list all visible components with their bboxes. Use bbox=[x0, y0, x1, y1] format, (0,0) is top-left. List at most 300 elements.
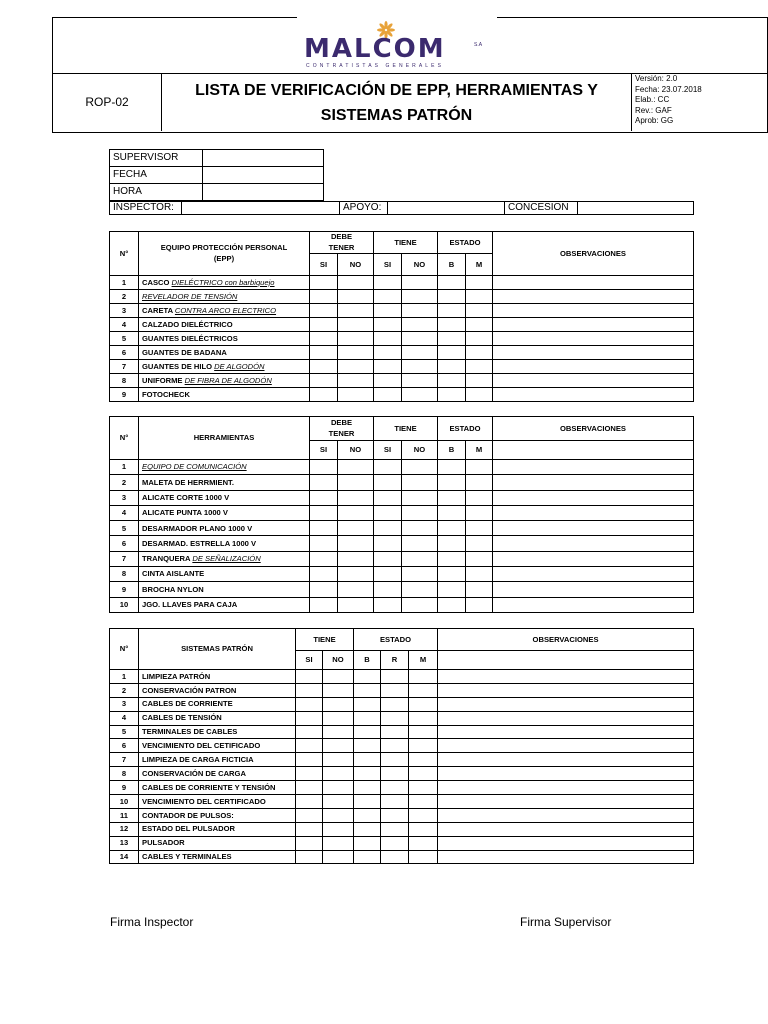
sist-check-cell[interactable] bbox=[354, 850, 381, 864]
epp-check-cell[interactable] bbox=[374, 276, 402, 290]
herr-check-cell[interactable] bbox=[466, 521, 493, 536]
epp-check-cell[interactable] bbox=[466, 276, 493, 290]
sist-check-cell[interactable] bbox=[438, 767, 694, 781]
epp-check-cell[interactable] bbox=[493, 374, 694, 388]
epp-check-cell[interactable] bbox=[402, 332, 438, 346]
herr-check-cell[interactable] bbox=[466, 475, 493, 490]
herr-check-cell[interactable] bbox=[338, 582, 374, 597]
herr-check-cell[interactable] bbox=[493, 567, 694, 582]
herr-check-cell[interactable] bbox=[466, 582, 493, 597]
herr-row bbox=[110, 582, 694, 597]
sist-check-cell[interactable] bbox=[381, 697, 409, 711]
herr-row-label bbox=[139, 475, 310, 490]
herr-check-cell[interactable] bbox=[438, 521, 466, 536]
herr-check-cell[interactable] bbox=[466, 460, 493, 475]
sist-check-cell[interactable] bbox=[381, 781, 409, 795]
sist-check-cell[interactable] bbox=[354, 683, 381, 697]
supervisor-field[interactable] bbox=[203, 150, 324, 167]
epp-row-label-text: UNIFORME bbox=[142, 375, 185, 385]
sist-check-cell[interactable] bbox=[323, 767, 354, 781]
herr-row-label bbox=[139, 597, 310, 612]
sist-check-cell[interactable] bbox=[354, 836, 381, 850]
sist-check-cell[interactable] bbox=[409, 753, 438, 767]
sist-row-label-text: CABLES DE CORRIENTE Y TENSIÓN bbox=[142, 782, 276, 792]
epp-check-cell[interactable] bbox=[466, 374, 493, 388]
sist-check-cell[interactable] bbox=[409, 697, 438, 711]
epp-check-cell[interactable] bbox=[310, 346, 338, 360]
sist-check-cell[interactable] bbox=[409, 683, 438, 697]
herr-check-cell[interactable] bbox=[402, 536, 438, 551]
sist-row-label bbox=[139, 850, 296, 864]
epp-row-label bbox=[139, 332, 310, 346]
herr-check-cell[interactable] bbox=[493, 582, 694, 597]
epp-row-label bbox=[139, 346, 310, 360]
sist-check-cell[interactable] bbox=[323, 725, 354, 739]
herr-check-cell[interactable] bbox=[438, 505, 466, 520]
sist-row bbox=[110, 739, 694, 753]
epp-check-cell[interactable] bbox=[493, 332, 694, 346]
sist-check-cell[interactable] bbox=[409, 739, 438, 753]
sist-check-cell[interactable] bbox=[381, 767, 409, 781]
herr-check-cell[interactable] bbox=[310, 597, 338, 612]
sist-check-cell[interactable] bbox=[438, 808, 694, 822]
herr-check-cell[interactable] bbox=[438, 490, 466, 505]
sist-row-label-text: CABLES DE CORRIENTE bbox=[142, 699, 233, 709]
epp-check-cell[interactable] bbox=[493, 388, 694, 402]
herr-check-cell[interactable] bbox=[402, 551, 438, 566]
sist-check-cell[interactable] bbox=[409, 822, 438, 836]
epp-row-number: 7 bbox=[110, 360, 139, 374]
herr-rows bbox=[110, 460, 694, 613]
epp-check-cell[interactable] bbox=[438, 332, 466, 346]
herr-check-cell[interactable] bbox=[310, 460, 338, 475]
herr-check-cell[interactable] bbox=[402, 460, 438, 475]
herr-check-cell[interactable] bbox=[438, 475, 466, 490]
sist-check-cell[interactable] bbox=[296, 767, 323, 781]
epp-check-cell[interactable] bbox=[374, 374, 402, 388]
epp-check-cell[interactable] bbox=[402, 388, 438, 402]
sist-check-cell[interactable] bbox=[323, 822, 354, 836]
herr-check-cell[interactable] bbox=[338, 536, 374, 551]
herr-obs-subheader bbox=[493, 441, 694, 460]
epp-check-cell[interactable] bbox=[338, 388, 374, 402]
epp-check-cell[interactable] bbox=[438, 276, 466, 290]
sist-check-cell[interactable] bbox=[409, 767, 438, 781]
epp-check-cell[interactable] bbox=[338, 374, 374, 388]
herr-check-cell[interactable] bbox=[374, 582, 402, 597]
apoyo-field[interactable] bbox=[388, 202, 505, 215]
sist-check-cell[interactable] bbox=[296, 822, 323, 836]
epp-check-cell[interactable] bbox=[310, 374, 338, 388]
epp-check-cell[interactable] bbox=[338, 360, 374, 374]
sist-check-cell[interactable] bbox=[323, 739, 354, 753]
herr-check-cell[interactable] bbox=[310, 536, 338, 551]
herr-check-cell[interactable] bbox=[374, 567, 402, 582]
herr-row bbox=[110, 505, 694, 520]
herr-check-cell[interactable] bbox=[493, 505, 694, 520]
sist-check-cell[interactable] bbox=[354, 697, 381, 711]
herr-check-cell[interactable] bbox=[493, 536, 694, 551]
herr-check-cell[interactable] bbox=[374, 521, 402, 536]
epp-check-cell[interactable] bbox=[493, 360, 694, 374]
sist-check-cell[interactable] bbox=[296, 683, 323, 697]
herr-check-cell[interactable] bbox=[374, 490, 402, 505]
epp-check-cell[interactable] bbox=[402, 360, 438, 374]
sist-check-cell[interactable] bbox=[323, 795, 354, 809]
sist-row-number: 14 bbox=[110, 850, 139, 864]
firma-inspector-label: Firma Inspector bbox=[110, 915, 194, 929]
epp-row bbox=[110, 332, 694, 346]
sist-check-cell[interactable] bbox=[296, 808, 323, 822]
epp-check-cell[interactable] bbox=[374, 304, 402, 318]
herr-check-cell[interactable] bbox=[338, 567, 374, 582]
epp-title-header bbox=[139, 232, 310, 276]
epp-check-cell[interactable] bbox=[310, 304, 338, 318]
sist-check-cell[interactable] bbox=[409, 711, 438, 725]
sist-check-cell[interactable] bbox=[323, 711, 354, 725]
epp-debe-line2: TENER bbox=[328, 242, 355, 252]
herr-check-cell[interactable] bbox=[310, 490, 338, 505]
sist-row bbox=[110, 836, 694, 850]
sist-check-cell[interactable] bbox=[438, 739, 694, 753]
herr-check-cell[interactable] bbox=[310, 521, 338, 536]
sist-check-cell[interactable] bbox=[323, 808, 354, 822]
sist-check-cell[interactable] bbox=[381, 795, 409, 809]
sist-check-cell[interactable] bbox=[438, 670, 694, 684]
sist-check-cell[interactable] bbox=[354, 739, 381, 753]
herr-check-cell[interactable] bbox=[493, 597, 694, 612]
epp-check-cell[interactable] bbox=[402, 276, 438, 290]
sist-check-cell[interactable] bbox=[323, 697, 354, 711]
sist-check-cell[interactable] bbox=[296, 781, 323, 795]
epp-check-cell[interactable] bbox=[310, 332, 338, 346]
epp-check-cell[interactable] bbox=[438, 388, 466, 402]
hora-field[interactable] bbox=[203, 184, 324, 201]
sistemas-table bbox=[109, 628, 694, 864]
herr-tiene-no: NO bbox=[402, 441, 438, 460]
herr-check-cell[interactable] bbox=[466, 551, 493, 566]
epp-check-cell[interactable] bbox=[466, 304, 493, 318]
meta-aprob: Aprob: GG bbox=[635, 116, 674, 125]
herr-check-cell[interactable] bbox=[466, 490, 493, 505]
sist-check-cell[interactable] bbox=[438, 822, 694, 836]
herr-row-label-text: DESARMAD. ESTRELLA 1000 V bbox=[142, 538, 257, 548]
epp-check-cell[interactable] bbox=[310, 276, 338, 290]
epp-tiene-no: NO bbox=[402, 254, 438, 276]
sist-row bbox=[110, 781, 694, 795]
herr-check-cell[interactable] bbox=[493, 490, 694, 505]
sist-row-label bbox=[139, 795, 296, 809]
epp-check-cell[interactable] bbox=[493, 304, 694, 318]
sist-check-cell[interactable] bbox=[354, 725, 381, 739]
epp-check-cell[interactable] bbox=[466, 290, 493, 304]
sist-check-cell[interactable] bbox=[323, 753, 354, 767]
epp-check-cell[interactable] bbox=[338, 276, 374, 290]
sist-check-cell[interactable] bbox=[381, 836, 409, 850]
sist-check-cell[interactable] bbox=[381, 670, 409, 684]
sist-check-cell[interactable] bbox=[381, 753, 409, 767]
sist-check-cell[interactable] bbox=[296, 739, 323, 753]
sist-check-cell[interactable] bbox=[409, 850, 438, 864]
herr-row-number: 7 bbox=[110, 551, 139, 566]
epp-check-cell[interactable] bbox=[310, 388, 338, 402]
sist-tiene-no: NO bbox=[323, 651, 354, 670]
herr-check-cell[interactable] bbox=[466, 505, 493, 520]
sist-check-cell[interactable] bbox=[296, 836, 323, 850]
epp-check-cell[interactable] bbox=[338, 318, 374, 332]
epp-check-cell[interactable] bbox=[374, 332, 402, 346]
epp-row-label bbox=[139, 360, 310, 374]
sist-check-cell[interactable] bbox=[323, 850, 354, 864]
epp-debe-line1: DEBE bbox=[330, 232, 353, 241]
sist-check-cell[interactable] bbox=[438, 697, 694, 711]
sist-check-cell[interactable] bbox=[381, 808, 409, 822]
epp-check-cell[interactable] bbox=[402, 318, 438, 332]
herr-check-cell[interactable] bbox=[374, 460, 402, 475]
herr-check-cell[interactable] bbox=[402, 490, 438, 505]
herr-row-label-text: ALICATE PUNTA 1000 V bbox=[142, 508, 228, 518]
herr-n-header: N° bbox=[110, 417, 139, 460]
epp-check-cell[interactable] bbox=[402, 304, 438, 318]
sist-check-cell[interactable] bbox=[323, 670, 354, 684]
herr-check-cell[interactable] bbox=[338, 460, 374, 475]
sist-n-header: N° bbox=[110, 629, 139, 670]
sist-estado-b: B bbox=[354, 651, 381, 670]
sist-check-cell[interactable] bbox=[381, 683, 409, 697]
epp-check-cell[interactable] bbox=[338, 290, 374, 304]
epp-check-cell[interactable] bbox=[310, 360, 338, 374]
herr-check-cell[interactable] bbox=[374, 551, 402, 566]
sist-check-cell[interactable] bbox=[409, 808, 438, 822]
sist-check-cell[interactable] bbox=[409, 795, 438, 809]
sist-check-cell[interactable] bbox=[438, 795, 694, 809]
sist-check-cell[interactable] bbox=[409, 670, 438, 684]
epp-obs-header: OBSERVACIONES bbox=[493, 232, 694, 276]
epp-check-cell[interactable] bbox=[438, 304, 466, 318]
epp-check-cell[interactable] bbox=[374, 290, 402, 304]
herr-check-cell[interactable] bbox=[374, 536, 402, 551]
sist-check-cell[interactable] bbox=[438, 683, 694, 697]
sist-check-cell[interactable] bbox=[381, 711, 409, 725]
sist-check-cell[interactable] bbox=[409, 836, 438, 850]
sist-row-label-text: LIMPIEZA DE CARGA FICTICIA bbox=[142, 754, 254, 764]
herr-check-cell[interactable] bbox=[438, 567, 466, 582]
sist-check-cell[interactable] bbox=[296, 725, 323, 739]
logo-wordmark: MALCOM bbox=[304, 34, 446, 64]
epp-check-cell[interactable] bbox=[374, 360, 402, 374]
epp-check-cell[interactable] bbox=[466, 360, 493, 374]
herr-check-cell[interactable] bbox=[338, 505, 374, 520]
epp-check-cell[interactable] bbox=[438, 290, 466, 304]
herr-check-cell[interactable] bbox=[466, 536, 493, 551]
epp-row bbox=[110, 346, 694, 360]
sist-check-cell[interactable] bbox=[438, 836, 694, 850]
epp-row-label bbox=[139, 388, 310, 402]
sist-check-cell[interactable] bbox=[438, 781, 694, 795]
epp-row bbox=[110, 374, 694, 388]
epp-check-cell[interactable] bbox=[438, 318, 466, 332]
sist-check-cell[interactable] bbox=[354, 795, 381, 809]
epp-debe-header bbox=[310, 232, 374, 254]
epp-row-label bbox=[139, 374, 310, 388]
sist-row bbox=[110, 697, 694, 711]
sist-check-cell[interactable] bbox=[354, 808, 381, 822]
herr-check-cell[interactable] bbox=[438, 582, 466, 597]
epp-check-cell[interactable] bbox=[374, 388, 402, 402]
document-title-line2: SISTEMAS PATRÓN bbox=[320, 107, 473, 124]
epp-check-cell[interactable] bbox=[493, 346, 694, 360]
sist-check-cell[interactable] bbox=[296, 670, 323, 684]
sist-check-cell[interactable] bbox=[323, 683, 354, 697]
herr-check-cell[interactable] bbox=[338, 475, 374, 490]
herr-row-label bbox=[139, 490, 310, 505]
herr-check-cell[interactable] bbox=[402, 505, 438, 520]
herr-check-cell[interactable] bbox=[438, 460, 466, 475]
sist-check-cell[interactable] bbox=[409, 725, 438, 739]
sist-check-cell[interactable] bbox=[323, 836, 354, 850]
epp-check-cell[interactable] bbox=[466, 346, 493, 360]
herr-check-cell[interactable] bbox=[374, 475, 402, 490]
epp-row-label-emph: DIELÉCTRICO con barbiquejo bbox=[171, 277, 275, 287]
herr-check-cell[interactable] bbox=[402, 475, 438, 490]
herr-estado-m: M bbox=[466, 441, 493, 460]
herr-check-cell[interactable] bbox=[466, 597, 493, 612]
sist-check-cell[interactable] bbox=[296, 711, 323, 725]
epp-row-label-text: CARETA bbox=[142, 305, 175, 315]
concesion-field[interactable] bbox=[578, 202, 694, 215]
epp-row-number: 6 bbox=[110, 346, 139, 360]
sist-check-cell[interactable] bbox=[438, 753, 694, 767]
sist-check-cell[interactable] bbox=[409, 781, 438, 795]
epp-row bbox=[110, 388, 694, 402]
epp-check-cell[interactable] bbox=[338, 304, 374, 318]
sist-row-label bbox=[139, 670, 296, 684]
herr-check-cell[interactable] bbox=[438, 597, 466, 612]
sist-check-cell[interactable] bbox=[354, 753, 381, 767]
sist-check-cell[interactable] bbox=[296, 795, 323, 809]
herr-estado-b: B bbox=[438, 441, 466, 460]
epp-check-cell[interactable] bbox=[402, 346, 438, 360]
epp-row-label-text: CASCO bbox=[142, 277, 172, 287]
sist-check-cell[interactable] bbox=[438, 711, 694, 725]
inspector-field[interactable] bbox=[182, 202, 340, 215]
epp-check-cell[interactable] bbox=[493, 276, 694, 290]
sist-check-cell[interactable] bbox=[296, 753, 323, 767]
sist-check-cell[interactable] bbox=[354, 767, 381, 781]
epp-check-cell[interactable] bbox=[338, 346, 374, 360]
sist-check-cell[interactable] bbox=[381, 739, 409, 753]
epp-debe-no: NO bbox=[338, 254, 374, 276]
sist-row-number: 9 bbox=[110, 781, 139, 795]
herr-check-cell[interactable] bbox=[310, 582, 338, 597]
herr-tiene-si: SI bbox=[374, 441, 402, 460]
fecha-field[interactable] bbox=[203, 167, 324, 184]
epp-check-cell[interactable] bbox=[438, 360, 466, 374]
herr-check-cell[interactable] bbox=[493, 551, 694, 566]
epp-check-cell[interactable] bbox=[438, 346, 466, 360]
epp-rows bbox=[110, 276, 694, 402]
epp-check-cell[interactable] bbox=[310, 318, 338, 332]
sist-check-cell[interactable] bbox=[381, 822, 409, 836]
herr-check-cell[interactable] bbox=[493, 475, 694, 490]
sist-check-cell[interactable] bbox=[296, 697, 323, 711]
epp-check-cell[interactable] bbox=[438, 374, 466, 388]
sist-check-cell[interactable] bbox=[438, 850, 694, 864]
herr-check-cell[interactable] bbox=[466, 567, 493, 582]
meta-rev: Rev.: GAF bbox=[635, 105, 672, 115]
herr-check-cell[interactable] bbox=[338, 597, 374, 612]
sist-row bbox=[110, 850, 694, 864]
herr-check-cell[interactable] bbox=[338, 521, 374, 536]
epp-row-label-text: FOTOCHECK bbox=[142, 389, 190, 399]
herr-check-cell[interactable] bbox=[310, 567, 338, 582]
epp-check-cell[interactable] bbox=[310, 290, 338, 304]
herr-check-cell[interactable] bbox=[310, 551, 338, 566]
herr-check-cell[interactable] bbox=[402, 567, 438, 582]
epp-check-cell[interactable] bbox=[374, 318, 402, 332]
epp-check-cell[interactable] bbox=[402, 374, 438, 388]
epp-debe-si: SI bbox=[310, 254, 338, 276]
herr-check-cell[interactable] bbox=[374, 597, 402, 612]
sist-check-cell[interactable] bbox=[438, 725, 694, 739]
herr-check-cell[interactable] bbox=[338, 551, 374, 566]
herr-check-cell[interactable] bbox=[402, 597, 438, 612]
sist-row-number: 12 bbox=[110, 822, 139, 836]
epp-n-header: N° bbox=[110, 232, 139, 276]
epp-check-cell[interactable] bbox=[466, 388, 493, 402]
sist-row-number: 2 bbox=[110, 683, 139, 697]
sist-row-label bbox=[139, 781, 296, 795]
epp-check-cell[interactable] bbox=[338, 332, 374, 346]
sist-check-cell[interactable] bbox=[296, 850, 323, 864]
epp-check-cell[interactable] bbox=[402, 290, 438, 304]
epp-check-cell[interactable] bbox=[493, 318, 694, 332]
epp-check-cell[interactable] bbox=[466, 332, 493, 346]
herr-check-cell[interactable] bbox=[493, 521, 694, 536]
herr-check-cell[interactable] bbox=[310, 505, 338, 520]
herr-row bbox=[110, 521, 694, 536]
herr-check-cell[interactable] bbox=[402, 582, 438, 597]
herr-check-cell[interactable] bbox=[402, 521, 438, 536]
herr-check-cell[interactable] bbox=[374, 505, 402, 520]
sist-check-cell[interactable] bbox=[354, 781, 381, 795]
sist-row-label-text: VENCIMIENTO DEL CETIFICADO bbox=[142, 741, 261, 751]
sist-check-cell[interactable] bbox=[354, 711, 381, 725]
herr-check-cell[interactable] bbox=[310, 475, 338, 490]
sist-check-cell[interactable] bbox=[323, 781, 354, 795]
herr-check-cell[interactable] bbox=[438, 551, 466, 566]
herr-row-number: 2 bbox=[110, 475, 139, 490]
epp-check-cell[interactable] bbox=[466, 318, 493, 332]
epp-check-cell[interactable] bbox=[374, 346, 402, 360]
epp-check-cell[interactable] bbox=[493, 290, 694, 304]
epp-row-label-text: GUANTES DE HILO bbox=[142, 361, 215, 371]
sist-check-cell[interactable] bbox=[381, 725, 409, 739]
epp-tiene-header: TIENE bbox=[374, 232, 438, 254]
herr-check-cell[interactable] bbox=[438, 536, 466, 551]
herr-row-label bbox=[139, 521, 310, 536]
document-title-line1: LISTA DE VERIFICACIÓN DE EPP, HERRAMIENTAS Y bbox=[195, 82, 598, 99]
herr-check-cell[interactable] bbox=[493, 460, 694, 475]
herr-debe-line1: DEBE bbox=[330, 417, 353, 427]
sist-row-number: 1 bbox=[110, 670, 139, 684]
sist-check-cell[interactable] bbox=[354, 822, 381, 836]
herr-check-cell[interactable] bbox=[338, 490, 374, 505]
herr-row-number: 3 bbox=[110, 490, 139, 505]
herr-row bbox=[110, 490, 694, 505]
sist-check-cell[interactable] bbox=[354, 670, 381, 684]
sist-check-cell[interactable] bbox=[381, 850, 409, 864]
